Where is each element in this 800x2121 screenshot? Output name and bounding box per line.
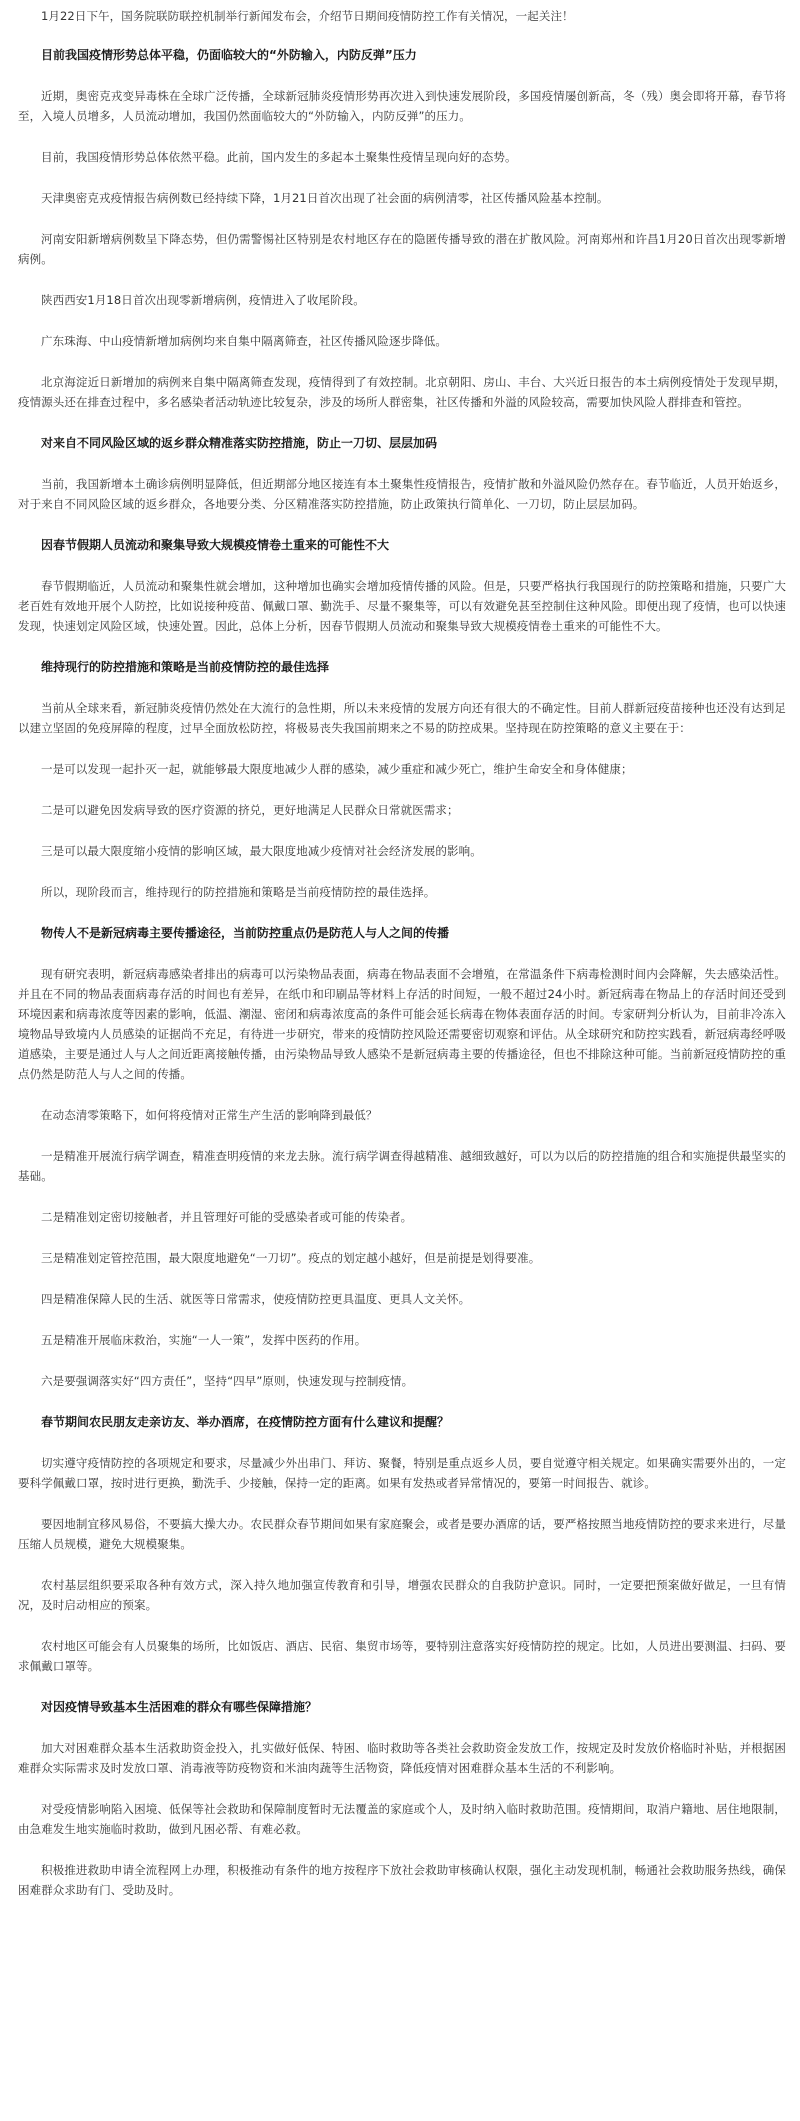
paragraph: 四是精准保障人民的生活、就医等日常需求，使疫情防控更具温度、更具人文关怀。: [41, 1292, 471, 1306]
paragraph: 积极推进救助申请全流程网上办理，积极推动有条件的地方按程序下放社会救助审核确认权限，强化主动发现机制，畅通社会救助服务热线，确保困难群众求助有门、受助及时。: [18, 1863, 786, 1897]
paragraph: 农村基层组织要采取各种有效方式，深入持久地加强宣传教育和引导，增强农民群众的自我防护意识。同时，一定要把预案做好做足，一旦有情况，及时启动相应的预案。: [18, 1578, 786, 1612]
section-heading: 对因疫情导致基本生活困难的群众有哪些保障措施？: [41, 1700, 318, 1714]
paragraph: 六是要强调落实好“四方责任”，坚持“四早”原则，快速发现与控制疫情。: [41, 1374, 414, 1388]
paragraph: 加大对困难群众基本生活救助资金投入，扎实做好低保、特困、临时救助等各类社会救助资金发放工作，按规定及时发放价格临时补贴，并根据困难群众实际需求及时发放口罩、消毒液等防疫物资和米油肉蔬等生活物资，降低疫情对困难群众基本生活的不利影响。: [18, 1741, 786, 1775]
section-heading: 目前我国疫情形势总体平稳，仍面临较大的“外防输入，内防反弹”压力: [41, 48, 417, 62]
paragraph: 目前，我国疫情形势总体依然平稳。此前，国内发生的多起本土聚集性疫情呈现向好的态势。: [41, 150, 517, 164]
paragraph: 广东珠海、中山疫情新增加病例均来自集中隔离筛查，社区传播风险逐步降低。: [41, 334, 447, 348]
paragraph: 二是可以避免因发病导致的医疗资源的挤兑，更好地满足人民群众日常就医需求；: [41, 803, 459, 817]
paragraph: 五是精准开展临床救治，实施“一人一策”，发挥中医药的作用。: [41, 1333, 367, 1347]
paragraph: 天津奥密克戎疫情报告病例数已经持续下降，1月21日首次出现了社会面的病例清零，社区传播风险基本控制。: [41, 191, 609, 205]
paragraph: 当前从全球来看，新冠肺炎疫情仍然处在大流行的急性期，所以未来疫情的发展方向还有很大的不确定性。目前人群新冠疫苗接种也还没有达到足以建立坚固的免疫屏障的程度，过早全面放松防控，将极易丧失我国前期来之不易的防控成果。坚持现在防控策略的意义主要在于：: [18, 701, 786, 735]
section-heading: 春节期间农民朋友走亲访友、举办酒席，在疫情防控方面有什么建议和提醒？: [41, 1415, 450, 1429]
paragraph: 农村地区可能会有人员聚集的场所，比如饭店、酒店、民宿、集贸市场等，要特别注意落实好疫情防控的规定。比如，人员进出要测温、扫码、要求佩戴口罩等。: [18, 1639, 786, 1673]
paragraph: 一是可以发现一起扑灭一起，就能够最大限度地减少人群的感染，减少重症和减少死亡，维护生命安全和身体健康；: [41, 762, 633, 776]
paragraph: 在动态清零策略下，如何将疫情对正常生产生活的影响降到最低？: [41, 1108, 378, 1122]
paragraph: 北京海淀近日新增加的病例来自集中隔离筛查发现，疫情得到了有效控制。北京朝阳、房山、丰台、大兴近日报告的本土病例疫情处于发现早期，疫情源头还在排查过程中，多名感染者活动轨迹比较复杂，涉及的场所人群密集，社区传播和外溢的风险较高，需要加快风险人群排查和管控。: [18, 375, 786, 409]
paragraph: 三是可以最大限度缩小疫情的影响区域，最大限度地减少疫情对社会经济发展的影响。: [41, 844, 482, 858]
paragraph: 现有研究表明，新冠病毒感染者排出的病毒可以污染物品表面，病毒在物品表面不会增殖，在常温条件下病毒检测时间内会降解，失去感染活性。并且在不同的物品表面病毒存活的时间也有差异，在纸巾和印刷品等材料上存活的时间短，一般不超过24小时。新冠病毒在物品上的存活时间还受到环境因素和病毒浓度等因素的影响，低温、潮湿、密闭和病毒浓度高的条件可能会延长病毒在物体表面存活的时间。专家研判分析认为，目前非冷冻入境物品导致境内人员感染的证据尚不充足，有待进一步研究，带来的疫情防控风险还需要密切观察和评估。从全球研究和防控实践看，新冠病毒经呼吸道感染，主要是通过人与人之间近距离接触传播，由污染物品导致人感染不是新冠病毒主要的传播途径，但也不排除这种可能。当前新冠疫情防控的重点仍然是防范人与人之间的传播。: [18, 967, 786, 1081]
paragraph: 春节假期临近，人员流动和聚集性就会增加，这种增加也确实会增加疫情传播的风险。但是，只要严格执行我国现行的防控策略和措施，只要广大老百姓有效地开展个人防控，比如说接种疫苗、佩戴口罩、勤洗手、尽量不聚集等，可以有效避免甚至控制住这种风险。即便出现了疫情，也可以快速发现，快速划定风险区域，快速处置。因此，总体上分析，因春节假期人员流动和聚集导致大规模疫情卷土重来的可能性不大。: [18, 579, 786, 633]
paragraph: 所以，现阶段而言，维持现行的防控措施和策略是当前疫情防控的最佳选择。: [41, 885, 436, 899]
paragraph: 三是精准划定管控范围，最大限度地避免“一刀切”。疫点的划定越小越好，但是前提是划得要准。: [41, 1251, 541, 1265]
paragraph: 对受疫情影响陷入困境、低保等社会救助和保障制度暂时无法覆盖的家庭或个人，及时纳入临时救助范围。疫情期间，取消户籍地、居住地限制，由急难发生地实施临时救助，做到凡困必帮、有难必救。: [18, 1802, 786, 1836]
paragraph: 河南安阳新增病例数呈下降态势，但仍需警惕社区特别是农村地区存在的隐匿传播导致的潜在扩散风险。河南郑州和许昌1月20日首次出现零新增病例。: [18, 232, 786, 266]
intro-paragraph: 1月22日下午，国务院联防联控机制举行新闻发布会，介绍节日期间疫情防控工作有关情况，一起关注！: [41, 9, 574, 23]
paragraph: 二是精准划定密切接触者，并且管理好可能的受感染者或可能的传染者。: [41, 1210, 413, 1224]
section-heading: 因春节假期人员流动和聚集导致大规模疫情卷土重来的可能性不大: [41, 538, 390, 552]
paragraph: 陕西西安1月18日首次出现零新增病例，疫情进入了收尾阶段。: [41, 293, 365, 307]
paragraph: 切实遵守疫情防控的各项规定和要求，尽量减少外出串门、拜访、聚餐，特别是重点返乡人员，要自觉遵守相关规定。如果确实需要外出的，一定要科学佩戴口罩，按时进行更换，勤洗手、少接触，保持一定的距离。如果有发热或者异常情况的，要第一时间报告、就诊。: [18, 1456, 786, 1490]
section-heading: 对来自不同风险区域的返乡群众精准落实防控措施，防止一刀切、层层加码: [41, 436, 438, 450]
paragraph: 当前，我国新增本土确诊病例明显降低，但近期部分地区接连有本土聚集性疫情报告，疫情扩散和外溢风险仍然存在。春节临近，人员开始返乡，对于来自不同风险区域的返乡群众，各地要分类、分区精准落实防控措施，防止政策执行简单化、一刀切，防止层层加码。: [18, 477, 786, 511]
paragraph: 一是精准开展流行病学调查，精准查明疫情的来龙去脉。流行病学调查得越精准、越细致越好，可以为以后的防控措施的组合和实施提供最坚实的基础。: [18, 1149, 786, 1183]
paragraph: 近期，奥密克戎变异毒株在全球广泛传播，全球新冠肺炎疫情形势再次进入到快速发展阶段，多国疫情屡创新高，冬（残）奥会即将开幕，春节将至，入境人员增多，人员流动增加，我国仍然面临较大的“外防输入，内防反弹”的压力。: [18, 89, 786, 123]
paragraph: 要因地制宜移风易俗，不要搞大操大办。农民群众春节期间如果有家庭聚会，或者是要办酒席的话，要严格按照当地疫情防控的要求来进行，尽量压缩人员规模，避免大规模聚集。: [18, 1517, 786, 1551]
section-heading: 物传人不是新冠病毒主要传播途径，当前防控重点仍是防范人与人之间的传播: [41, 926, 450, 940]
section-heading: 维持现行的防控措施和策略是当前疫情防控的最佳选择: [41, 660, 330, 674]
